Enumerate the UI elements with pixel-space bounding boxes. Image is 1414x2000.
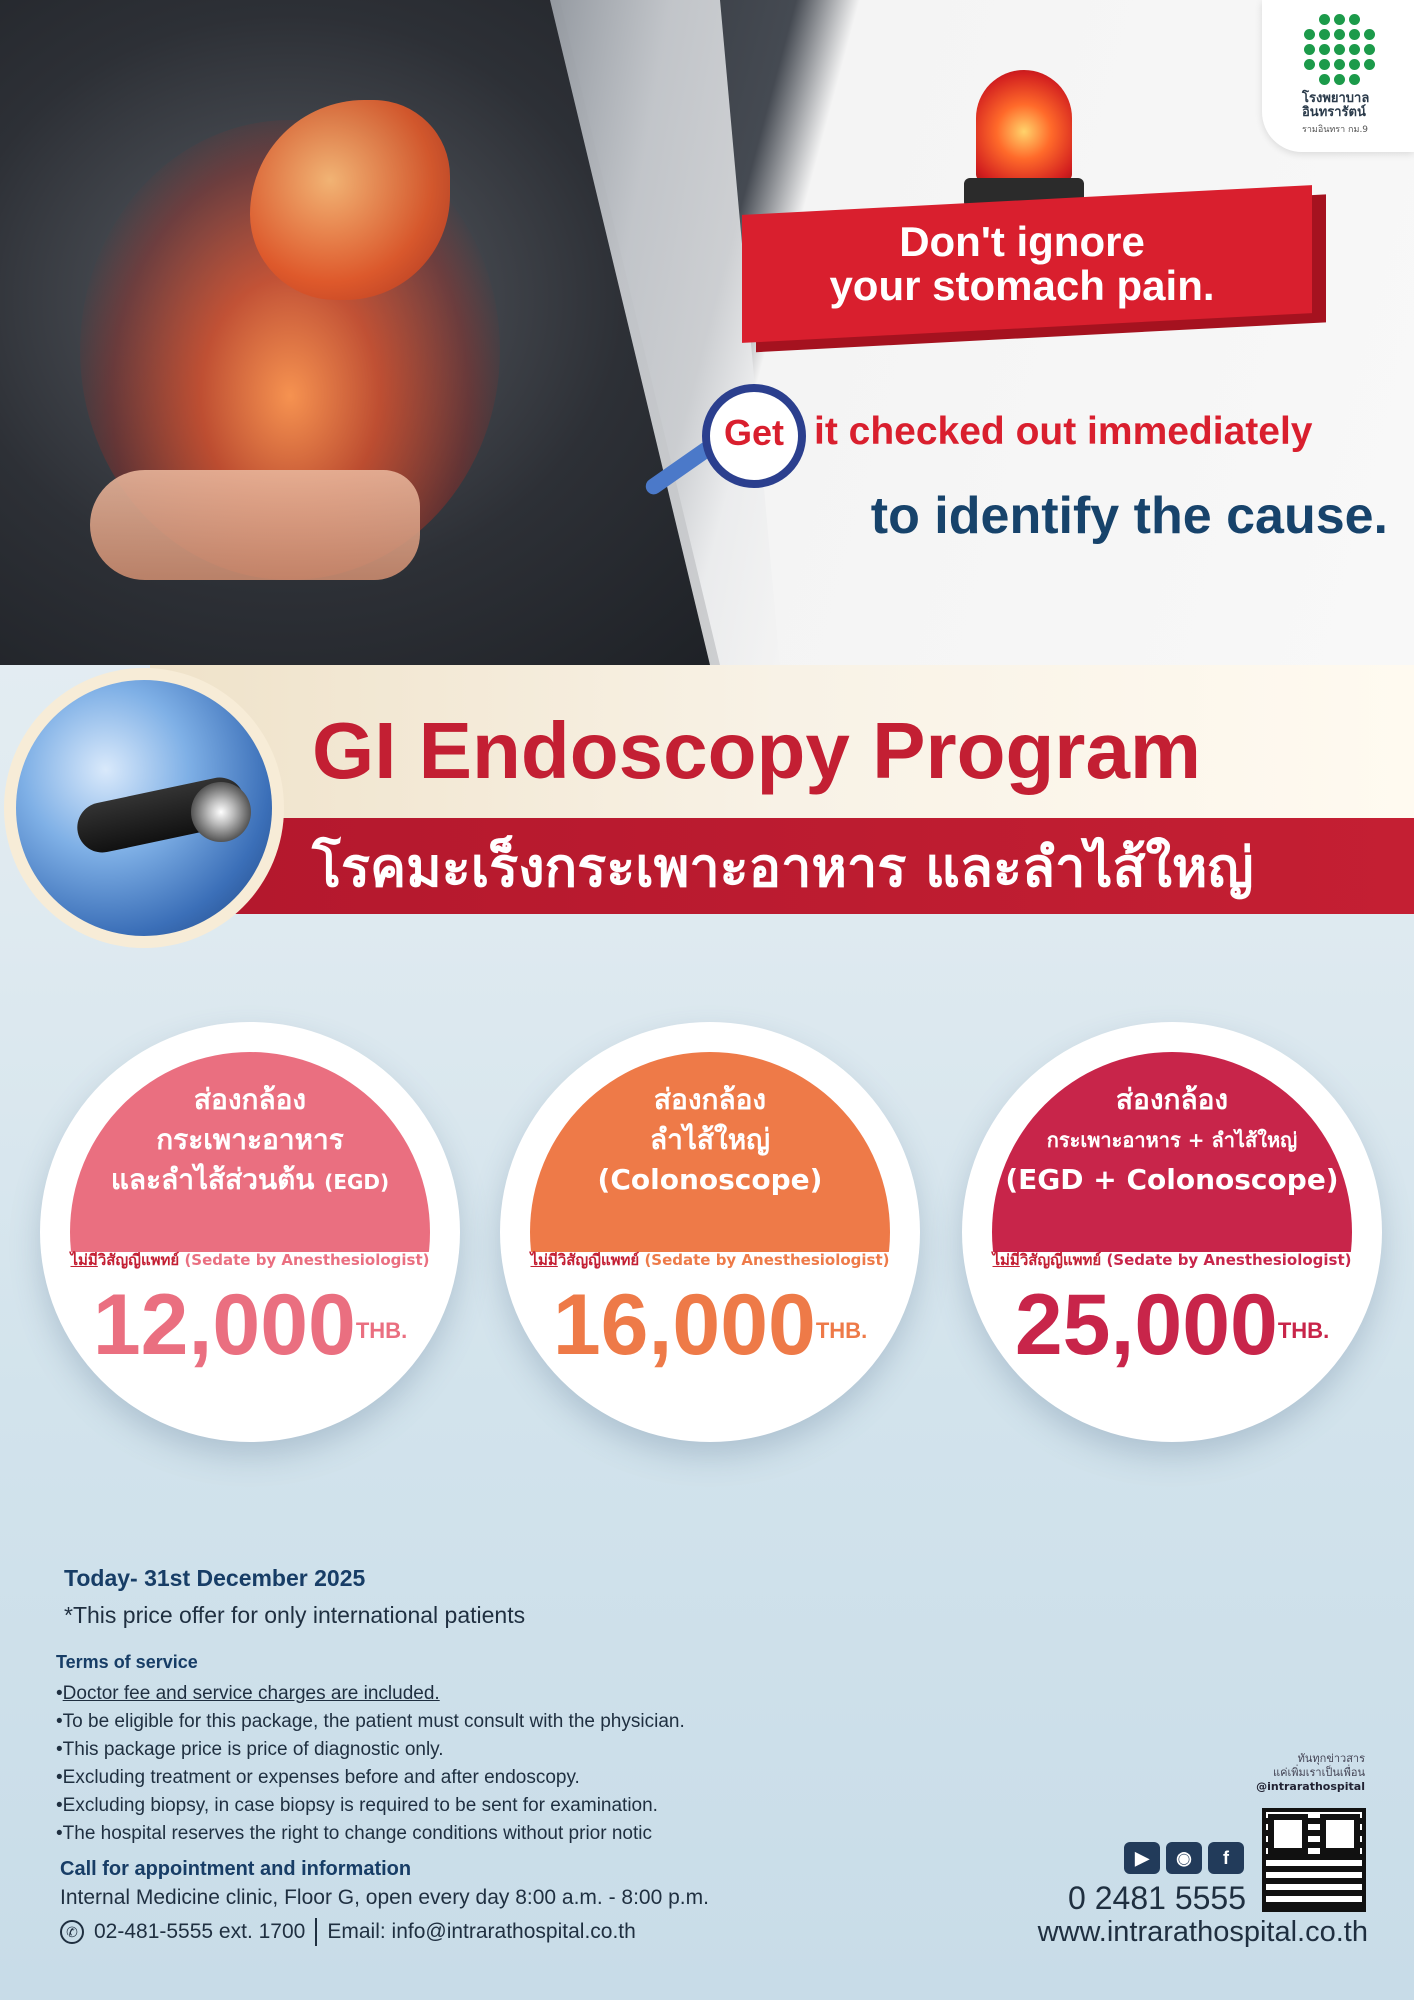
endoscope-image	[4, 668, 284, 948]
package-price	[500, 1277, 920, 1373]
price-currency: THB.	[355, 1318, 408, 1343]
package-egd[interactable]	[40, 1022, 460, 1442]
offer-note: *This price offer for only international patients	[64, 1602, 526, 1628]
warning-banner-text	[742, 220, 1302, 308]
headline-line-1: it checked out immediately	[814, 410, 1313, 453]
package-name-line-2: กระเพาะอาหาร	[156, 1123, 344, 1156]
price-value: 12,000	[92, 1277, 356, 1373]
price-currency: THB.	[815, 1318, 868, 1343]
sedation-no: ไม่มี	[70, 1251, 98, 1269]
social-handle: @intrarathospital	[1256, 1780, 1365, 1793]
package-name-line-3-text: และลำไส้ส่วนต้น	[110, 1163, 315, 1196]
sedation-note	[500, 1248, 920, 1272]
package-name	[60, 1080, 440, 1202]
package-name-line-3: (EGD + Colonoscope)	[1005, 1163, 1339, 1196]
terms-item: • To be eligible for this package, the patient must consult with the physician.	[56, 1708, 876, 1736]
website-link[interactable]: www.intrarathospital.co.th	[1037, 1916, 1368, 1948]
get-label: Get	[723, 412, 784, 453]
social-note-line-2: แค่เพิ่มเราเป็นเพื่อน	[1273, 1766, 1365, 1779]
package-colonoscope[interactable]	[500, 1022, 920, 1442]
sedation-no: ไม่มี	[530, 1251, 558, 1269]
email-address[interactable]: Email: info@intrarathospital.co.th	[327, 1920, 636, 1943]
youtube-icon[interactable]: ▶	[1124, 1842, 1160, 1874]
price-value: 16,000	[552, 1277, 816, 1373]
terms-item: • Excluding biopsy, in case biopsy is required to be sent for examination.	[56, 1792, 876, 1820]
package-name-line-3: (Colonoscope)	[597, 1163, 823, 1196]
contact-heading: Call for appointment and information	[60, 1858, 412, 1880]
terms-heading: Terms of service	[56, 1652, 198, 1672]
logo-line-2: อินทรารัตน์	[1302, 105, 1366, 120]
sedation-anesthesiologist: วิสัญญีแพทย์	[1019, 1251, 1102, 1269]
logo-text	[1302, 92, 1402, 120]
phone-icon: ✆	[60, 1920, 84, 1944]
hand-on-abdomen	[90, 470, 420, 580]
sedation-en: (Sedate by Anesthesiologist)	[644, 1251, 890, 1269]
package-name-line-2: กระเพาะอาหาร + ลำไส้ใหญ่	[1046, 1128, 1298, 1152]
headline-line-2: to identify the cause.	[870, 487, 1388, 545]
instagram-icon[interactable]: ◉	[1166, 1842, 1202, 1874]
program-title: GI Endoscopy Program	[312, 706, 1202, 795]
logo-subtitle: รามอินทรา กม.9	[1302, 125, 1369, 135]
terms-item	[56, 1680, 876, 1708]
terms-item: • Excluding treatment or expenses before and after endoscopy.	[56, 1764, 876, 1792]
sedation-anesthesiologist: วิสัญญีแพทย์	[97, 1251, 180, 1269]
hospital-cross-icon	[1304, 14, 1376, 86]
price-value: 25,000	[1014, 1277, 1278, 1373]
program-thai-title: โรคมะเร็งกระเพาะอาหาร และลำไส้ใหญ่	[312, 836, 1254, 899]
package-name-line-1: ส่องกล้อง	[653, 1083, 767, 1116]
divider	[315, 1918, 317, 1946]
price-currency: THB.	[1277, 1318, 1330, 1343]
phone-extension[interactable]: 02-481-5555 ext. 1700	[94, 1920, 306, 1943]
endoscope-lens-icon	[191, 782, 251, 842]
logo-line-1: โรงพยาบาล	[1302, 91, 1370, 106]
clinic-info: Internal Medicine clinic, Floor G, open every day 8:00 a.m. - 8:00 p.m.	[60, 1886, 709, 1909]
social-icons	[1124, 1842, 1244, 1874]
package-name-line-1: ส่องกล้อง	[193, 1083, 307, 1116]
package-name-line-3-small: (EGD)	[324, 1170, 390, 1194]
package-name	[982, 1080, 1362, 1200]
package-name	[520, 1080, 900, 1200]
social-note-line-1: ทันทุกข่าวสาร	[1297, 1752, 1365, 1765]
facebook-icon[interactable]: f	[1208, 1842, 1244, 1874]
offer-validity: Today- 31st December 2025	[64, 1565, 366, 1591]
package-price	[40, 1277, 460, 1373]
package-egd-colonoscope[interactable]	[962, 1022, 1382, 1442]
sedation-no: ไม่มี	[992, 1251, 1020, 1269]
terms-item: • The hospital reserves the right to change conditions without prior notic	[56, 1820, 876, 1848]
sedation-en: (Sedate by Anesthesiologist)	[184, 1251, 430, 1269]
terms-item-text: Doctor fee and service charges are included.	[62, 1683, 440, 1704]
main-phone[interactable]: 0 2481 5555	[1068, 1880, 1246, 1916]
sedation-note	[962, 1248, 1382, 1272]
sedation-en: (Sedate by Anesthesiologist)	[1106, 1251, 1352, 1269]
sedation-anesthesiologist: วิสัญญีแพทย์	[557, 1251, 640, 1269]
package-price	[962, 1277, 1382, 1373]
package-name-line-3	[60, 1160, 440, 1202]
social-note	[1250, 1752, 1365, 1794]
sedation-note	[40, 1248, 460, 1272]
endoscope-scene	[16, 680, 272, 936]
package-name-line-2: ลำไส้ใหญ่	[649, 1123, 771, 1156]
qr-code[interactable]	[1262, 1808, 1366, 1912]
siren-light-icon	[976, 70, 1072, 182]
contact-line	[60, 1918, 636, 1946]
banner-line-2: your stomach pain.	[829, 262, 1215, 309]
hospital-logo[interactable]	[1262, 0, 1414, 152]
banner-line-1: Don't ignore	[899, 218, 1145, 265]
terms-item: • This package price is price of diagnostic only.	[56, 1736, 876, 1764]
terms-list	[56, 1680, 876, 1848]
package-name-line-1: ส่องกล้อง	[1115, 1083, 1229, 1116]
hero-image	[0, 0, 1414, 665]
